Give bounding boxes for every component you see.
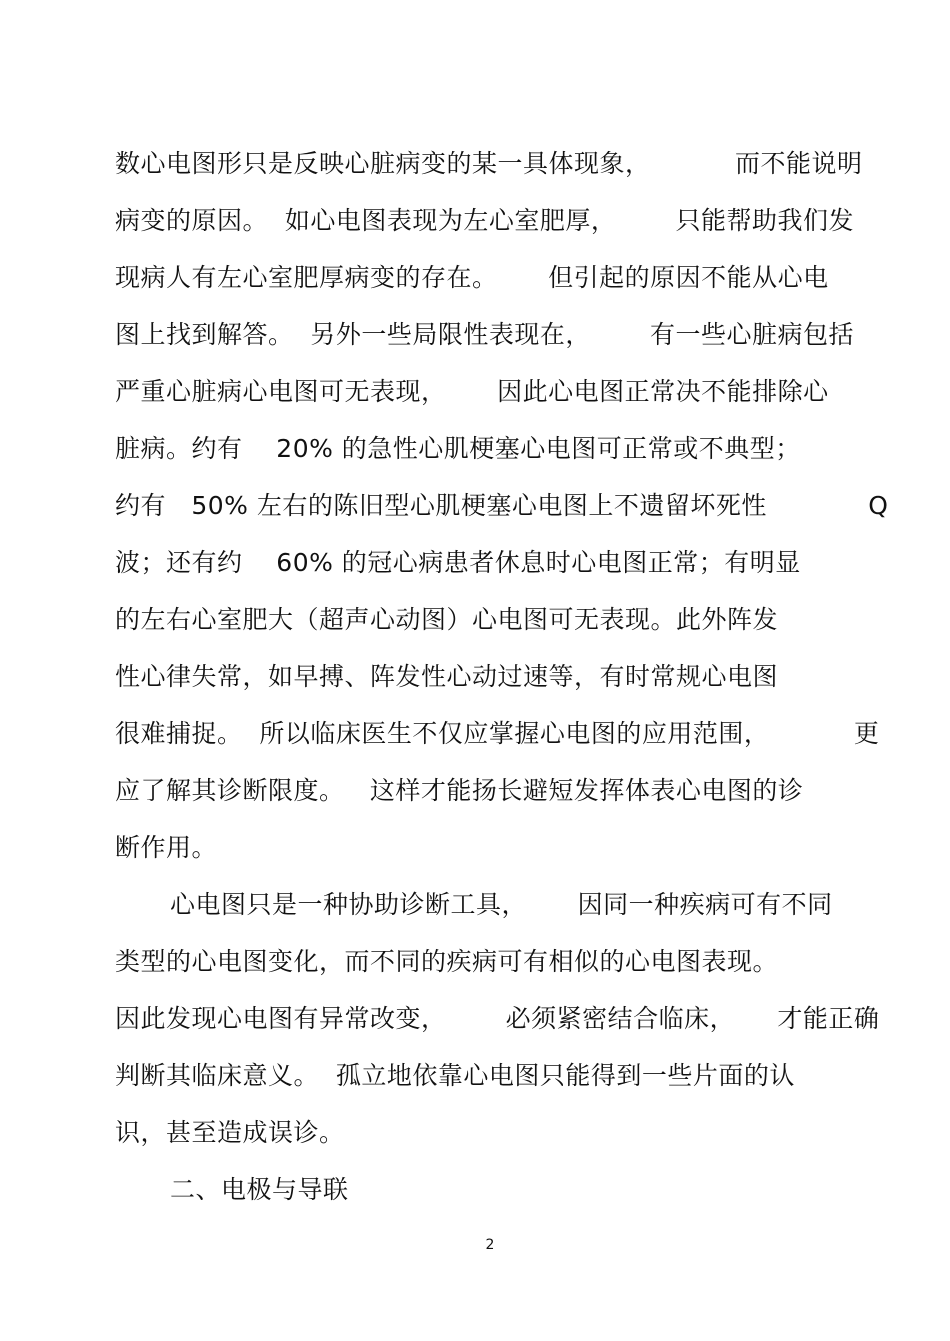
text-line: 的左右心室肥大（超声心动图）心电图可无表现。此外阵发	[115, 605, 779, 634]
text-line: 性心律失常，如早搏、阵发性心动过速等，有时常规心电图	[115, 662, 779, 691]
text-line: 判断其临床意义。 孤立地依靠心电图只能得到一些片面的认	[115, 1061, 795, 1090]
page-number: 2	[485, 1237, 495, 1253]
text-line: 断作用。	[115, 833, 218, 862]
text-line: 很难捕捉。 所以临床医生不仅应掌握心电图的应用范围， 更	[115, 719, 880, 748]
text-line: 类型的心电图变化，而不同的疾病可有相似的心电图表现。	[115, 947, 779, 976]
text-line: 脏病。约有 20% 的急性心肌梗塞心电图可正常或不典型；	[115, 434, 801, 463]
text-line: 因此发现心电图有异常改变， 必须紧密结合临床， 才能正确	[115, 1004, 880, 1033]
text-line: 应了解其诊断限度。 这样才能扬长避短发挥体表心电图的诊	[115, 776, 804, 805]
text-line: 严重心脏病心电图可无表现， 因此心电图正常决不能排除心	[115, 377, 829, 406]
text-line: 数心电图形只是反映心脏病变的某一具体现象， 而不能说明	[115, 149, 863, 178]
text-line: 约有 50% 左右的陈旧型心肌梗塞心电图上不遗留坏死性 Q	[115, 491, 889, 520]
text-line: 现病人有左心室肥厚病变的存在。 但引起的原因不能从心电	[115, 263, 829, 292]
text-line: 波；还有约 60% 的冠心病患者休息时心电图正常；有明显	[115, 548, 801, 577]
text-line: 病变的原因。 如心电图表现为左心室肥厚， 只能帮助我们发	[115, 206, 855, 235]
paragraph-start-line: 心电图只是一种协助诊断工具， 因同一种疾病可有不同	[170, 890, 833, 919]
section-heading: 二、电极与导联	[170, 1175, 349, 1204]
text-line: 图上找到解答。 另外一些局限性表现在， 有一些心脏病包括	[115, 320, 855, 349]
text-line: 识，甚至造成误诊。	[115, 1118, 345, 1147]
